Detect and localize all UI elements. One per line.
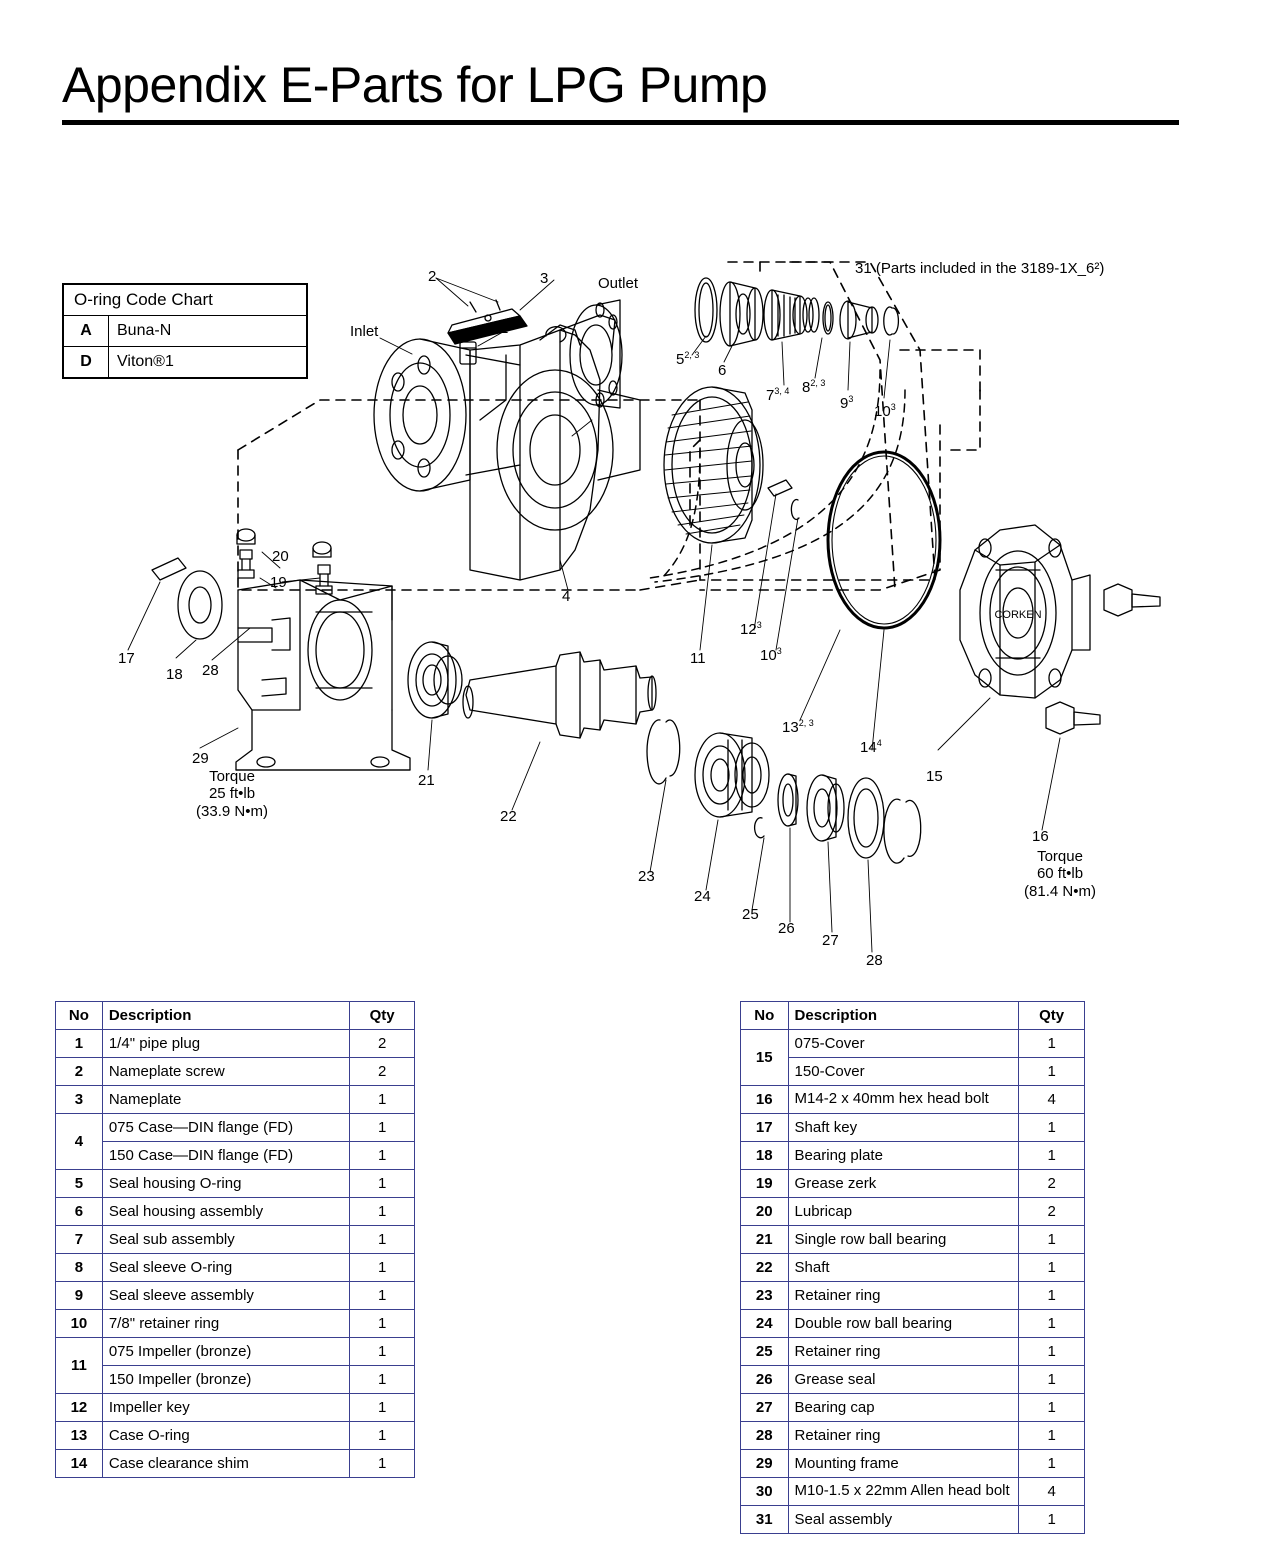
row-qty: 1 — [350, 1226, 415, 1254]
callout-26: 26 — [778, 920, 795, 937]
row-no: 28 — [741, 1422, 789, 1450]
oring-chart-title: O-ring Code Chart — [63, 284, 307, 316]
row-description: Double row ball bearing — [788, 1310, 1019, 1338]
row-qty: 1 — [1019, 1310, 1085, 1338]
callout-9: $9^3$ — [840, 394, 854, 412]
parts-table-left — [55, 1001, 415, 1478]
table-row — [741, 1254, 1085, 1282]
table-row — [56, 1422, 415, 1450]
table-row — [56, 1366, 415, 1394]
callout-4: 4 — [562, 588, 571, 605]
row-description: Seal sleeve assembly — [102, 1282, 349, 1310]
grease-seal-part — [778, 774, 798, 826]
table-row — [741, 1478, 1085, 1506]
parts-table-right — [740, 1001, 1085, 1534]
table-header-row — [741, 1002, 1085, 1030]
row-no: 14 — [56, 1450, 103, 1478]
cover-brand-logo: CORKEN — [994, 609, 1042, 621]
oring-material-a: Buna-N — [109, 316, 308, 347]
callout-leader-lines — [128, 278, 1060, 952]
callout-11: 11 — [690, 650, 706, 667]
row-no: 12 — [56, 1394, 103, 1422]
row-qty: 1 — [1019, 1030, 1085, 1058]
callout-27: 27 — [822, 932, 839, 949]
table-row — [56, 1086, 415, 1114]
table-row — [56, 1450, 415, 1478]
inlet-label: Inlet — [350, 323, 379, 340]
callout-24: 24 — [694, 888, 711, 905]
row-no: 23 — [741, 1282, 789, 1310]
retainer-ring-23-part — [647, 720, 680, 784]
row-description: Shaft — [788, 1254, 1019, 1282]
callout-7: 7$^{3, 4}$ — [766, 386, 790, 404]
row-description: M10-1.5 x 22mm Allen head bolt — [788, 1478, 1019, 1506]
col-header-description: Description — [788, 1002, 1019, 1030]
page-title: Appendix E-Parts for LPG Pump — [62, 56, 768, 113]
table-row — [741, 1394, 1085, 1422]
row-description: Grease seal — [788, 1366, 1019, 1394]
row-description: 075 Case—DIN flange (FD) — [102, 1114, 349, 1142]
row-qty: 1 — [1019, 1422, 1085, 1450]
pump-case-part — [470, 315, 640, 580]
table-row — [56, 1170, 415, 1198]
row-no: 16 — [741, 1086, 789, 1114]
row-description: Impeller key — [102, 1394, 349, 1422]
table-row — [741, 1114, 1085, 1142]
row-no: 27 — [741, 1394, 789, 1422]
row-qty: 2 — [1019, 1198, 1085, 1226]
row-description: Seal housing O-ring — [102, 1170, 349, 1198]
row-description: Single row ball bearing — [788, 1226, 1019, 1254]
row-qty: 1 — [350, 1282, 415, 1310]
row-no: 17 — [741, 1114, 789, 1142]
row-description: Nameplate — [102, 1086, 349, 1114]
row-qty: 1 — [350, 1254, 415, 1282]
row-description: Case O-ring — [102, 1422, 349, 1450]
retainer-ring-28-part — [848, 778, 921, 863]
callout-1: 1 — [500, 320, 509, 337]
row-no: 9 — [56, 1282, 103, 1310]
bearing-plate-part — [178, 571, 222, 639]
row-description: Grease zerk — [788, 1170, 1019, 1198]
row-qty: 1 — [1019, 1282, 1085, 1310]
title-divider — [62, 120, 1179, 125]
table-row — [741, 1506, 1085, 1534]
row-qty: 2 — [350, 1058, 415, 1086]
row-qty: 1 — [350, 1366, 415, 1394]
row-description: Retainer ring — [788, 1282, 1019, 1310]
row-qty: 1 — [1019, 1450, 1085, 1478]
seal-housing-assembly-part — [720, 282, 763, 346]
row-description: Nameplate screw — [102, 1058, 349, 1086]
table-row — [56, 1282, 415, 1310]
col-header-description: Description — [102, 1002, 349, 1030]
row-qty: 1 — [1019, 1058, 1085, 1086]
single-row-ball-bearing-part — [408, 642, 462, 718]
row-qty: 4 — [1019, 1086, 1085, 1114]
table-row — [741, 1086, 1085, 1114]
row-description: Lubricap — [788, 1198, 1019, 1226]
row-description: Bearing cap — [788, 1394, 1019, 1422]
row-no: 7 — [56, 1226, 103, 1254]
row-no: 10 — [56, 1310, 103, 1338]
callout-29: 28 — [202, 662, 219, 679]
row-description: 150 Case—DIN flange (FD) — [102, 1142, 349, 1170]
callout-16: 16 — [1032, 828, 1049, 845]
row-qty: 1 — [350, 1450, 415, 1478]
table-row — [741, 1366, 1085, 1394]
row-description: Mounting frame — [788, 1450, 1019, 1478]
table-row — [741, 1030, 1085, 1058]
table-row — [741, 1170, 1085, 1198]
double-row-ball-bearing-part — [695, 733, 769, 817]
row-description: Bearing plate — [788, 1142, 1019, 1170]
table-row — [56, 1058, 415, 1086]
table-row — [741, 1338, 1085, 1366]
col-header-no: No — [741, 1002, 789, 1030]
row-description: 075-Cover — [788, 1030, 1019, 1058]
row-description: 1/4" pipe plug — [102, 1030, 349, 1058]
row-qty: 1 — [1019, 1338, 1085, 1366]
row-qty: 1 — [350, 1394, 415, 1422]
table-row — [741, 1142, 1085, 1170]
case-clearance-shim-part — [832, 456, 936, 624]
row-no: 19 — [741, 1170, 789, 1198]
row-qty: 1 — [350, 1338, 415, 1366]
callout-12: $12^3$ — [740, 620, 762, 638]
row-description: 7/8" retainer ring — [102, 1310, 349, 1338]
callout-10-upper: $10^3$ — [874, 402, 896, 420]
row-qty: 1 — [1019, 1254, 1085, 1282]
table-row — [741, 1198, 1085, 1226]
impeller-part — [664, 387, 763, 543]
seal-sub-assembly-part — [764, 290, 819, 340]
row-description: M14-2 x 40mm hex head bolt — [788, 1086, 1019, 1114]
row-no: 15 — [741, 1030, 789, 1086]
oring-code-a: A — [63, 316, 109, 347]
callout-13: 13$^{2, 3}$ — [782, 718, 814, 736]
col-header-qty: Qty — [1019, 1002, 1085, 1030]
shaft-key-part — [152, 558, 186, 580]
callout-25: 25 — [742, 906, 759, 923]
callout-15: 15 — [926, 768, 943, 785]
row-description: Retainer ring — [788, 1338, 1019, 1366]
callout-2: 2 — [428, 268, 437, 285]
row-description: 075 Impeller (bronze) — [102, 1338, 349, 1366]
row-qty: 1 — [1019, 1226, 1085, 1254]
row-no: 18 — [741, 1142, 789, 1170]
row-no: 4 — [56, 1114, 103, 1170]
outlet-label: Outlet — [598, 275, 639, 292]
row-description: Seal sleeve O-ring — [102, 1254, 349, 1282]
row-qty: 1 — [350, 1170, 415, 1198]
row-qty: 2 — [1019, 1170, 1085, 1198]
row-qty: 1 — [350, 1086, 415, 1114]
callout-5: 5$^{2, 3}$ — [676, 350, 700, 368]
table-row — [56, 1394, 415, 1422]
callout-8: 8$^{2, 3}$ — [802, 378, 826, 396]
row-no: 2 — [56, 1058, 103, 1086]
table-row — [56, 1254, 415, 1282]
group-31-note: 31 (Parts included in the 3189-1X_6²) — [855, 260, 1105, 277]
hex-bolt-upper-part — [1104, 584, 1160, 616]
row-no: 6 — [56, 1198, 103, 1226]
table-row — [56, 1114, 415, 1142]
table-row — [56, 1030, 415, 1058]
callout-23: 23 — [638, 868, 655, 885]
row-description: Seal assembly — [788, 1506, 1019, 1534]
row-qty: 1 — [1019, 1366, 1085, 1394]
callout-18: 18 — [166, 666, 183, 683]
row-no: 5 — [56, 1170, 103, 1198]
row-description: 150 Impeller (bronze) — [102, 1366, 349, 1394]
table-row — [56, 1226, 415, 1254]
table-row — [56, 1338, 415, 1366]
row-no: 8 — [56, 1254, 103, 1282]
row-no: 24 — [741, 1310, 789, 1338]
row-qty: 1 — [350, 1198, 415, 1226]
mounting-frame-part — [236, 580, 410, 770]
retainer-ring-78-part — [884, 307, 899, 335]
row-qty: 2 — [350, 1030, 415, 1058]
row-description: Seal sub assembly — [102, 1226, 349, 1254]
row-description: Case clearance shim — [102, 1450, 349, 1478]
row-no: 26 — [741, 1366, 789, 1394]
row-description: Shaft key — [788, 1114, 1019, 1142]
row-description: Seal housing assembly — [102, 1198, 349, 1226]
row-no: 11 — [56, 1338, 103, 1394]
oring-code-d: D — [63, 347, 109, 379]
callout-19: 19 — [270, 574, 287, 591]
seal-sleeve-oring-part — [823, 302, 833, 334]
row-no: 30 — [741, 1478, 789, 1506]
torque-note-left: Torque 25 ft•lb (33.9 N•m) — [196, 768, 268, 820]
table-row — [741, 1058, 1085, 1086]
row-no: 13 — [56, 1422, 103, 1450]
row-qty: 1 — [1019, 1506, 1085, 1534]
retainer-ring-small-part — [791, 499, 799, 519]
row-no: 20 — [741, 1198, 789, 1226]
callout-3: 3 — [540, 270, 549, 287]
callout-22: 22 — [500, 808, 517, 825]
row-qty: 1 — [1019, 1142, 1085, 1170]
row-qty: 1 — [350, 1114, 415, 1142]
table-row — [741, 1310, 1085, 1338]
seal-housing-oring-part — [695, 278, 717, 342]
row-qty: 1 — [1019, 1114, 1085, 1142]
row-description: Retainer ring — [788, 1422, 1019, 1450]
nameplate-part — [448, 300, 527, 344]
callout-21: 21 — [418, 772, 435, 789]
torque-note-right: Torque 60 ft•lb (81.4 N•m) — [1024, 848, 1096, 900]
callout-20: 20 — [272, 548, 289, 565]
row-qty: 1 — [350, 1142, 415, 1170]
row-no: 29 — [741, 1450, 789, 1478]
table-row — [56, 1198, 415, 1226]
row-description: 150-Cover — [788, 1058, 1019, 1086]
callout-10-lower: $10^3$ — [760, 646, 782, 664]
table-row — [56, 1310, 415, 1338]
shaft-part — [463, 652, 656, 738]
row-no: 25 — [741, 1338, 789, 1366]
callout-6: 6 — [718, 362, 727, 379]
callout-28: 28 — [866, 952, 883, 969]
row-no: 22 — [741, 1254, 789, 1282]
pipe-plug-part — [460, 342, 476, 364]
table-row — [741, 1422, 1085, 1450]
row-no: 1 — [56, 1030, 103, 1058]
row-no: 31 — [741, 1506, 789, 1534]
retainer-ring-25-part — [755, 818, 764, 838]
table-row — [741, 1450, 1085, 1478]
bearing-cap-part — [807, 775, 844, 841]
col-header-no: No — [56, 1002, 103, 1030]
row-qty: 1 — [1019, 1394, 1085, 1422]
callout-17: 17 — [118, 650, 135, 667]
callout-14: $14^4$ — [860, 738, 882, 756]
table-header-row — [56, 1002, 415, 1030]
callout-30: 29 — [192, 750, 209, 767]
table-row — [741, 1226, 1085, 1254]
row-no: 21 — [741, 1226, 789, 1254]
hex-bolt-lower-part — [1046, 702, 1100, 734]
impeller-key-part — [768, 480, 792, 496]
oring-material-d: Viton®1 — [109, 347, 308, 379]
col-header-qty: Qty — [350, 1002, 415, 1030]
table-row — [741, 1282, 1085, 1310]
row-qty: 1 — [350, 1310, 415, 1338]
row-qty: 1 — [350, 1422, 415, 1450]
row-qty: 4 — [1019, 1478, 1085, 1506]
table-row — [56, 1142, 415, 1170]
row-no: 3 — [56, 1086, 103, 1114]
exploded-parts-diagram — [0, 150, 1279, 990]
